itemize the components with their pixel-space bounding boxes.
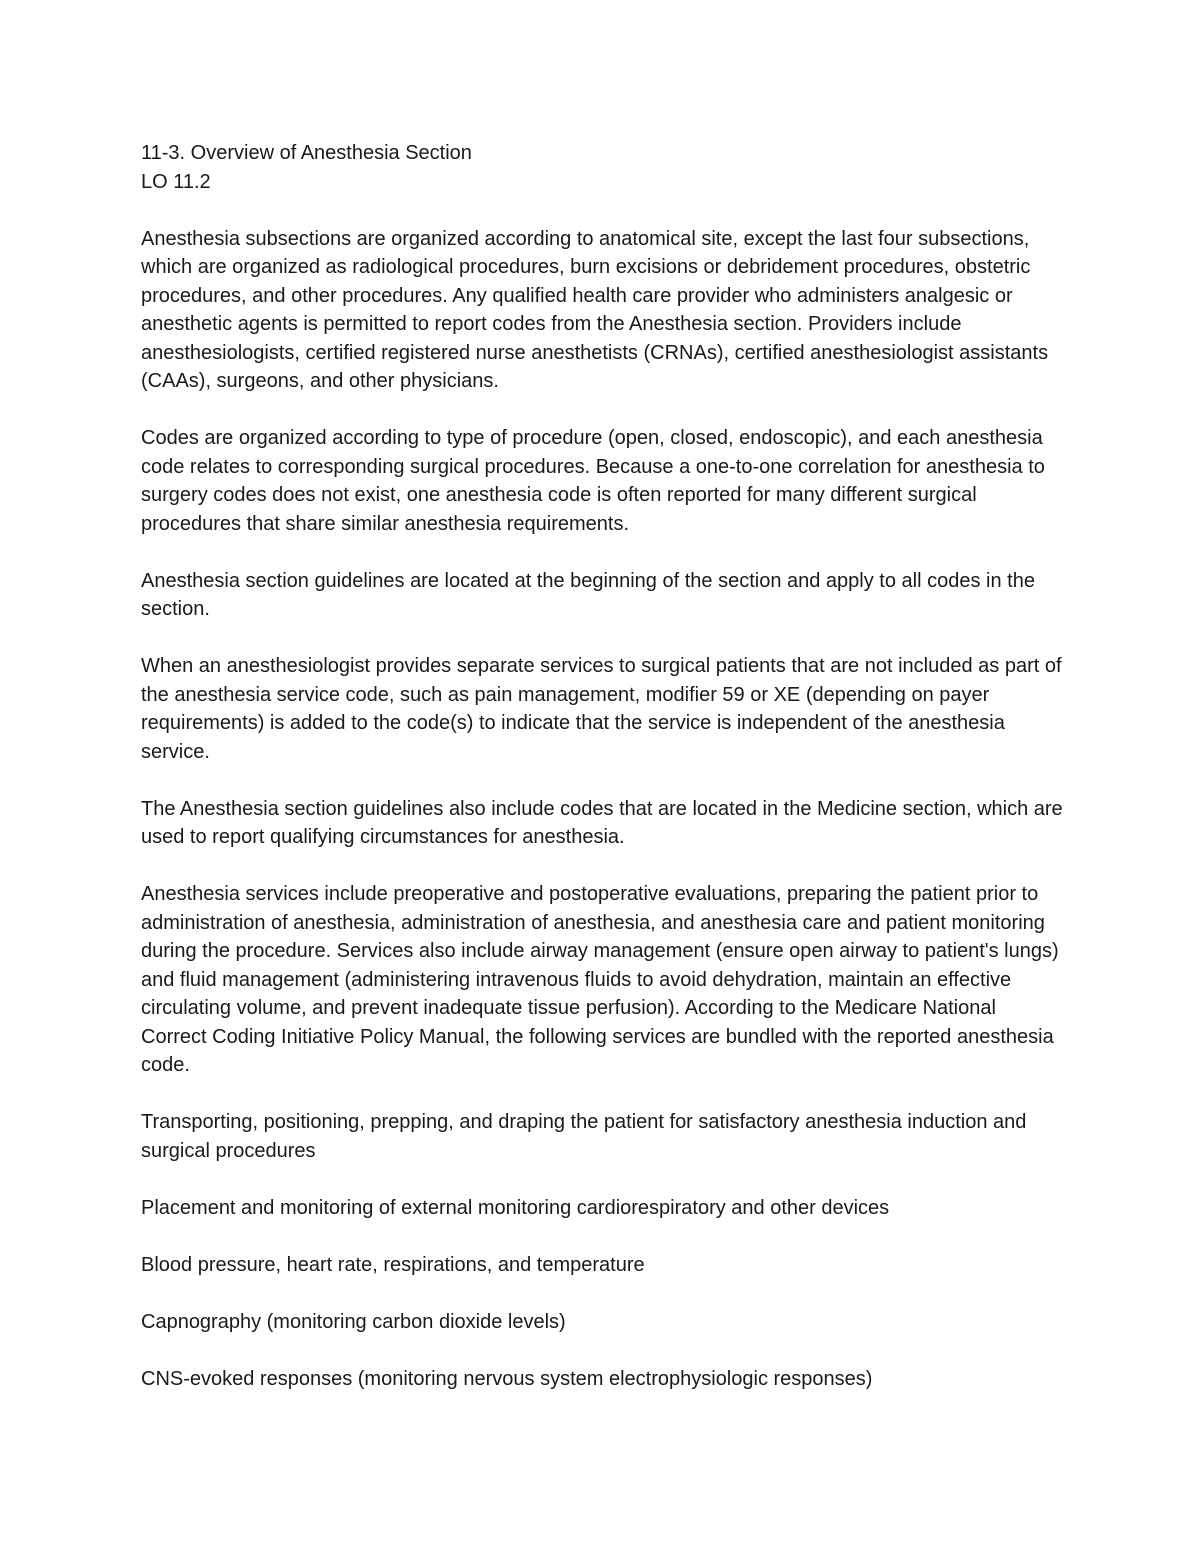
paragraph-guidelines-location: Anesthesia section guidelines are located at the beginning of the section and apply to all codes in the section. — [141, 569, 1035, 620]
paragraph-separate-services: When an anesthesiologist provides separate services to surgical patients that are not included as part of the anesthesia service code, such as pain management, modifier 59 or XE (depending on payer requirements) is added to the code(s) to indicate that the service is independent of the anesthesia service. — [141, 655, 1062, 763]
document-page — [141, 139, 1066, 1422]
section-title: 11-3. Overview of Anesthesia Section — [141, 142, 472, 164]
bundled-item-monitoring-devices: Placement and monitoring of external monitoring cardiorespiratory and other devices — [141, 1196, 890, 1219]
bundled-item-vitals: Blood pressure, heart rate, respirations, and temperature — [141, 1253, 645, 1276]
bundled-item-capnography: Capnography (monitoring carbon dioxide levels) — [141, 1310, 566, 1333]
bundled-item-transporting: Transporting, positioning, prepping, and draping the patient for satisfactory anesthesia induction and surgical procedures — [141, 1111, 1027, 1162]
paragraph-anesthesia-services: Anesthesia services include preoperative and postoperative evaluations, preparing the patient prior to administration of anesthesia, administration of anesthesia, and anesthesia care and patient monitoring during the procedure. Services also include airway management (ensure open airway to patient's lungs) and fluid management (administering intravenous fluids to avoid dehydration, maintain an effective circulating volume, and prevent inadequate tissue perfusion). According to the Medicare National Correct Coding Initiative Policy Manual, the following services are bundled with the reported anesthesia code. — [141, 883, 1059, 1076]
paragraph-code-organization: Codes are organized according to type of procedure (open, closed, endoscopic), and each anesthesia code relates to corresponding surgical procedures. Because a one-to-one correlation for anesthesia to surgery codes does not exist, one anesthesia code is often reported for many different surgical procedures that share similar anesthesia requirements. — [141, 427, 1045, 535]
spacer — [141, 196, 1066, 225]
paragraph-subsections: Anesthesia subsections are organized according to anatomical site, except the last four subsections, which are organized as radiological procedures, burn excisions or debridement procedures, obstetric procedures, and other procedures. Any qualified health care provider who administers analgesic or anesthetic agents is permitted to report codes from the Anesthesia section. Providers include anesthesiologists, certified registered nurse anesthetists (CRNAs), certified anesthesiologist assistants (CAAs), surgeons, and other physicians. — [141, 227, 1049, 392]
learning-objective: LO 11.2 — [141, 170, 211, 193]
paragraph-qualifying-circumstances: The Anesthesia section guidelines also include codes that are located in the Medicine section, which are used to report qualifying circumstances for anesthesia. — [141, 797, 1063, 848]
bundled-item-cns-responses: CNS-evoked responses (monitoring nervous system electrophysiologic responses) — [141, 1367, 873, 1390]
